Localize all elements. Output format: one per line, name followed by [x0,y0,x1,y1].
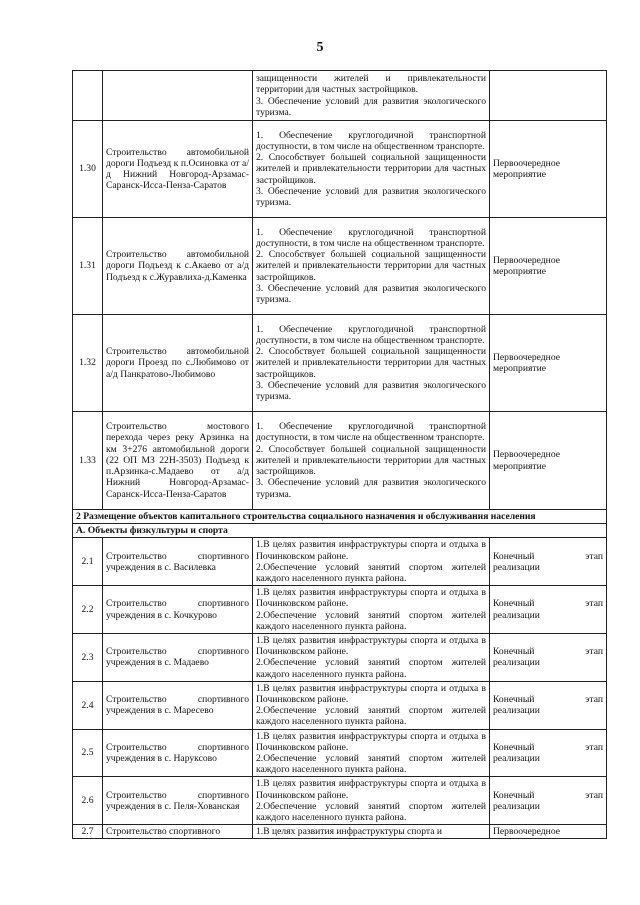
goal-item: 2. Способствует большей социальной защищенности жителей и привлекательности территории для частных застройщиков. [256,443,486,478]
goal-item: 2.Обеспечение условий занятий спортом жителей каждого населенного пункта района. [256,705,486,728]
row-number: 2.5 [73,729,103,777]
goal-item: 1.В целях развития инфраструктуры спорта и [256,826,443,838]
implementation-status [490,71,607,121]
project-name: Строительство спортивного учреждения в с. Василевка [103,538,253,586]
row-number: 1.30 [73,121,103,218]
goal-item: 1.В целях развития инфраструктуры спорта и отдыха в Починковском районе. [256,635,486,658]
goal-item: 1.В целях развития инфраструктуры спорта и отдыха в Починковском районе. [256,778,486,801]
row-number: 2.4 [73,681,103,729]
project-name: Строительство спортивного учреждения в с. Наруксово [103,729,253,777]
implementation-status: Первоочередное мероприятие [490,121,607,218]
table-row [73,538,607,586]
page-number: 5 [316,40,324,55]
row-number: 1.31 [73,218,103,315]
row-number: 1.32 [73,315,103,412]
goal-item: 1. Обеспечение круглогодичной транспортной доступности, в том числе на общественном транспорте. [256,421,486,444]
goal-item: защищенности жителей и привлекательности территории для частных застройщиков. [256,73,486,96]
project-name: Строительство спортивного учреждения в с. Маресево [103,681,253,729]
project-name: Строительство спортивного учреждения в с. Мадаево [103,634,253,682]
table-row [73,315,607,412]
goal-item: 2.Обеспечение условий занятий спортом жителей каждого населенного пункта района. [256,561,486,585]
goal-item: 1. Обеспечение круглогодичной транспортной доступности, в том числе на общественном транспорте. [256,323,486,346]
implementation-status: Конечный этап реализации [490,729,607,777]
project-name: Строительство автомобильной дороги Проезд по с.Любимово от а/д Панкратово-Любимово [103,315,253,412]
goal-item: 3. Обеспечение условий для развития экологического туризма. [256,477,486,500]
project-name: Строительство спортивного [103,825,253,839]
goal-item: 2.Обеспечение условий занятий спортом жителей каждого населенного пункта района. [256,609,486,632]
project-goals [253,71,490,121]
goal-item: 2.Обеспечение условий занятий спортом жителей каждого населенного пункта района. [256,753,486,776]
table-row [73,71,607,121]
project-goals [253,315,490,412]
implementation-status: Первоочередное мероприятие [490,315,607,412]
implementation-status: Конечный этап реализации [490,586,607,634]
project-goals [253,412,490,510]
goal-item: 1.В целях развития инфраструктуры спорта и отдыха в Починковском районе. [256,539,486,562]
project-goals [253,121,490,218]
row-number: 1.33 [73,412,103,510]
implementation-status: Конечный этап реализации [490,777,607,825]
table-row [73,729,607,777]
goal-item: 2.Обеспечение условий занятий спортом жителей каждого населенного пункта района. [256,800,486,824]
goal-item: 1. Обеспечение круглогодичной транспортной доступности, в том числе на общественном транспорте. [256,226,486,249]
table-row [73,586,607,634]
section-header-group [73,510,607,538]
project-goals [253,538,490,586]
project-name: Строительство спортивного учреждения в с. Пеля-Хованская [103,777,253,825]
implementation-status: Первоочередное мероприятие [490,218,607,315]
goal-item: 1.В целях развития инфраструктуры спорта и отдыха в Починковском районе. [256,730,486,753]
project-name [103,71,253,121]
table-row [73,412,607,510]
goal-item: 3. Обеспечение условий для развития экологического туризма. [256,379,486,402]
project-name: Строительство спортивного учреждения в с. Кочкурово [103,586,253,634]
road-rows [73,71,607,510]
goal-item: 1.В целях развития инфраструктуры спорта и отдыха в Починковском районе. [256,682,486,706]
subsection-row [73,524,607,538]
row-number: 2.6 [73,777,103,825]
subsection-title: А. Объекты физкультуры и спорта [73,524,607,538]
sport-rows [73,538,607,839]
row-number: 2.2 [73,586,103,634]
row-number: 2.3 [73,634,103,682]
project-goals [253,681,490,729]
project-name: Строительство автомобильной дороги Подъезд к п.Осиновка от а/д Нижний Новгород-Арзамас-Саранск-Исса-Пенза-Саратов [103,121,253,218]
row-number [73,71,103,121]
section-title: 2 Размещение объектов капитального строительства социального назначения и обслуживания населения [73,510,607,524]
measures-table [72,70,607,839]
project-goals [253,777,490,825]
goal-item: 3. Обеспечение условий для развития экологического туризма. [256,185,486,208]
row-number: 2.7 [73,825,103,839]
table-row [73,681,607,729]
goal-item: 1. Обеспечение круглогодичной транспортной доступности, в том числе на общественном транспорте. [256,129,486,152]
project-goals [253,218,490,315]
project-goals [253,634,490,682]
table-row [73,825,607,839]
goal-item: 2. Способствует большей социальной защищенности жителей и привлекательности территории для частных застройщиков. [256,152,486,186]
table-row [73,634,607,682]
implementation-status: Первоочередное [490,825,607,839]
project-goals [253,729,490,777]
goal-item: 1.В целях развития инфраструктуры спорта и отдыха в Починковском районе. [256,587,486,610]
section-row [73,510,607,524]
row-number: 2.1 [73,538,103,586]
goal-item: 3. Обеспечение условий для развития экологического туризма. [256,95,486,118]
project-name: Строительство мостового перехода через реку Арзинка на км 3+276 автомобильной дороги (22 ОП МЗ 22Н-3503) Подъезд к п.Арзинка-с.Мадаево от а/д Нижний Новгород-Арзамас-Саранск-Исса-Пенза-Саратов [103,412,253,510]
goal-item: 2. Способствует большей социальной защищенности жителей и привлекательности территории для частных застройщиков. [256,346,486,380]
project-goals [253,825,490,839]
table-row [73,218,607,315]
implementation-status: Конечный этап реализации [490,538,607,586]
goal-item: 3. Обеспечение условий для развития экологического туризма. [256,282,486,305]
project-name: Строительство автомобильной дороги Подъезд к с.Акаево от а/д Подъезд к с.Журавлиха-д.Каменка [103,218,253,315]
table-row [73,121,607,218]
table-row [73,777,607,825]
goal-item: 2.Обеспечение условий занятий спортом жителей каждого населенного пункта района. [256,657,486,680]
goal-item: 2. Способствует большей социальной защищенности жителей и привлекательности территории для частных застройщиков. [256,249,486,283]
implementation-status: Первоочередное мероприятие [490,412,607,510]
project-goals [253,586,490,634]
implementation-status: Конечный этап реализации [490,681,607,729]
implementation-status: Конечный этап реализации [490,634,607,682]
